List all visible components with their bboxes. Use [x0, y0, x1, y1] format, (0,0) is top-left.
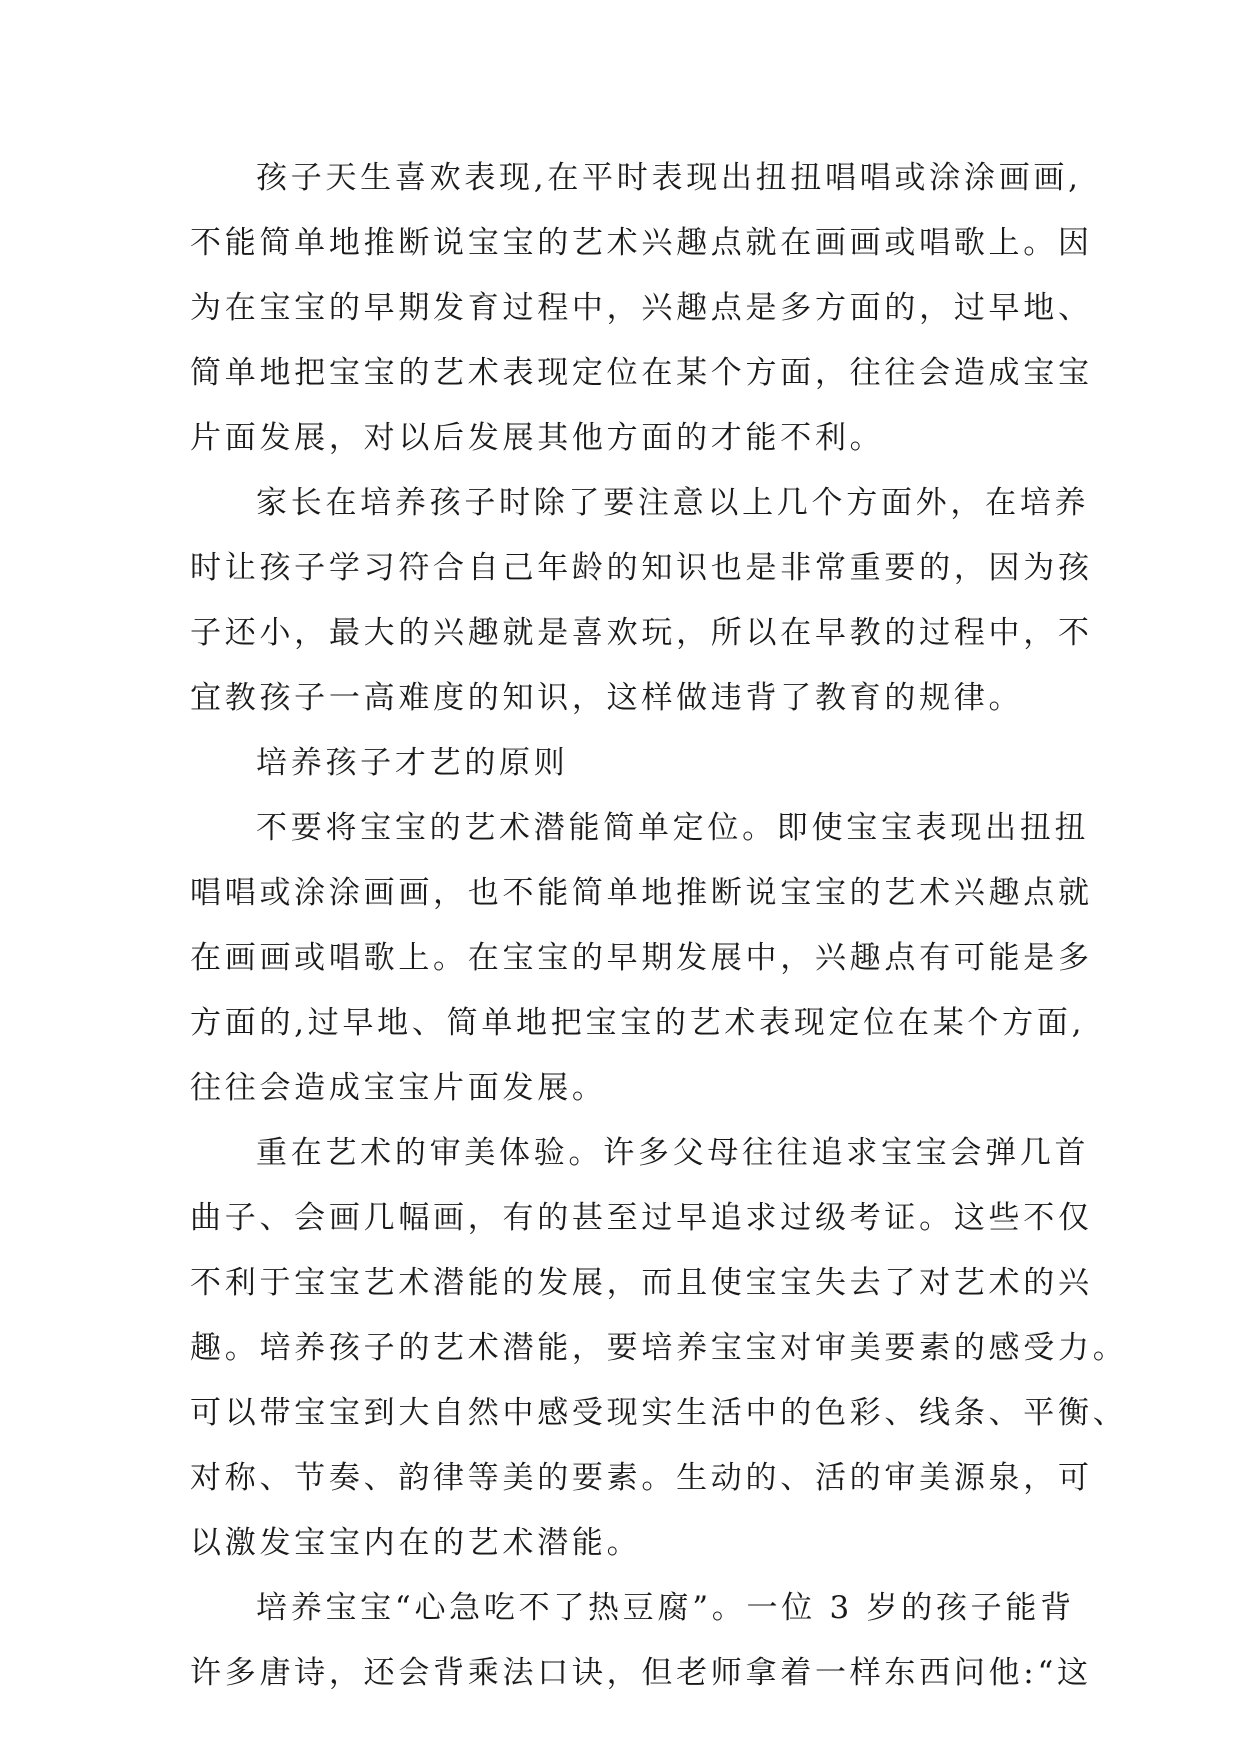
text-line: 家长在培养孩子时除了要注意以上几个方面外，在培养: [256, 485, 1090, 521]
text-line: 不要将宝宝的艺术潜能简单定位。即使宝宝表现出扭扭: [256, 810, 1090, 846]
text-line: 时让孩子学习符合自己年龄的知识也是非常重要的，因为孩: [190, 550, 1093, 586]
text-line: 片面发展，对以后发展其他方面的才能不利。: [190, 420, 885, 456]
text-line: 简单地把宝宝的艺术表现定位在某个方面，往往会造成宝宝: [190, 355, 1093, 391]
text-line: 宜教孩子一高难度的知识，这样做违背了教育的规律。: [190, 680, 1024, 716]
text-line: 重在艺术的审美体验。许多父母往往追求宝宝会弹几首: [256, 1135, 1090, 1171]
text-line: 可以带宝宝到大自然中感受现实生活中的色彩、线条、平衡、: [190, 1395, 1128, 1431]
text-line: 唱唱或涂涂画画，也不能简单地推断说宝宝的艺术兴趣点就: [190, 875, 1093, 911]
text-line: 在画画或唱歌上。在宝宝的早期发展中，兴趣点有可能是多: [190, 940, 1093, 976]
text-line: 以激发宝宝内在的艺术潜能。: [190, 1525, 642, 1561]
text-line: 许多唐诗，还会背乘法口诀，但老师拿着一样东西问他:“这: [190, 1655, 1092, 1691]
text-line: 往往会造成宝宝片面发展。: [190, 1070, 607, 1106]
text-line: 孩子天生喜欢表现,在平时表现出扭扭唱唱或涂涂画画,: [256, 160, 1082, 196]
text-line: 为在宝宝的早期发育过程中，兴趣点是多方面的，过早地、: [190, 290, 1093, 326]
text-line: 趣。培养孩子的艺术潜能，要培养宝宝对审美要素的感受力。: [190, 1330, 1128, 1366]
text-line: 培养宝宝“心急吃不了热豆腐”。一位 3 岁的孩子能背: [256, 1590, 1075, 1626]
text-line: 子还小，最大的兴趣就是喜欢玩，所以在早教的过程中，不: [190, 615, 1093, 651]
text-line: 曲子、会画几幅画，有的甚至过早追求过级考证。这些不仅: [190, 1200, 1093, 1236]
text-line: 对称、节奏、韵律等美的要素。生动的、活的审美源泉，可: [190, 1460, 1093, 1496]
section-heading: 培养孩子才艺的原则: [256, 745, 569, 781]
text-line: 不利于宝宝艺术潜能的发展，而且使宝宝失去了对艺术的兴: [190, 1265, 1093, 1301]
text-line: 方面的,过早地、简单地把宝宝的艺术表现定位在某个方面,: [190, 1005, 1086, 1041]
text-line: 不能简单地推断说宝宝的艺术兴趣点就在画画或唱歌上。因: [190, 225, 1093, 261]
